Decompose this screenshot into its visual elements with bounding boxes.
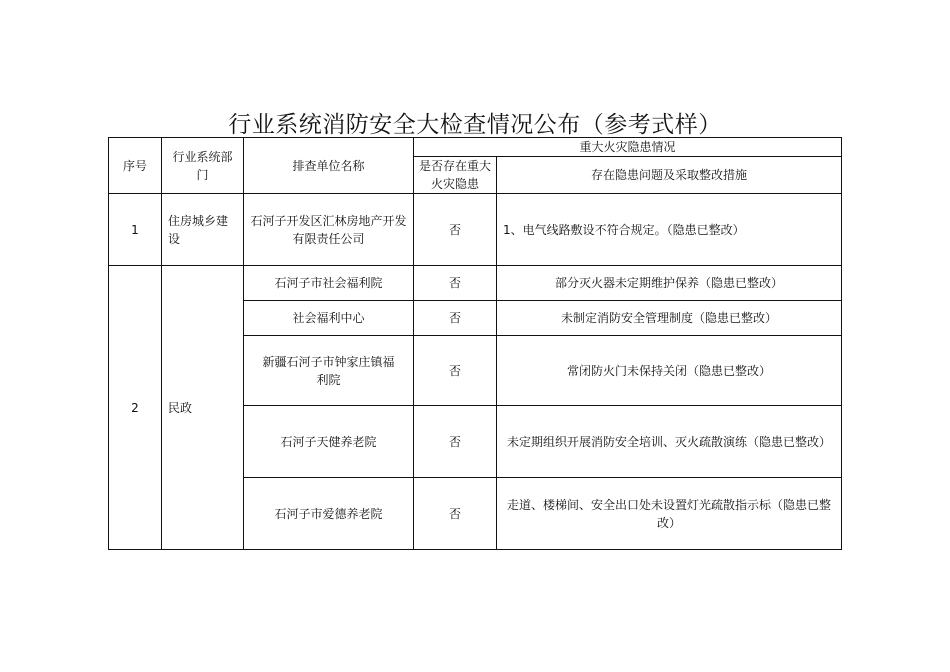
row-unit-name: 石河子开发区汇林房地产开发有限责任公司 xyxy=(244,194,414,266)
header-unit: 排查单位名称 xyxy=(244,138,414,194)
document-title: 行业系统消防安全大检查情况公布（参考式样） xyxy=(228,112,722,138)
header-hazard-group: 重大火灾隐患情况 xyxy=(414,138,842,157)
row-index: 2 xyxy=(109,266,162,550)
row-has-hazard: 否 xyxy=(414,301,497,336)
row-unit-name: 石河子天健养老院 xyxy=(244,406,414,478)
row-has-hazard: 否 xyxy=(414,336,497,406)
row-unit-name: 石河子市爱德养老院 xyxy=(244,478,414,550)
header-department: 行业系统部门 xyxy=(162,138,244,194)
row-index: 1 xyxy=(109,194,162,266)
row-issues: 走道、楼梯间、安全出口处未设置灯光疏散指示标（隐患已整改） xyxy=(497,478,842,550)
header-issues: 存在隐患问题及采取整改措施 xyxy=(497,157,842,194)
row-has-hazard: 否 xyxy=(414,194,497,266)
table-row xyxy=(109,194,842,266)
inspection-table xyxy=(108,137,842,550)
row-department: 民政 xyxy=(162,266,244,550)
header-has-hazard: 是否存在重大火灾隐患 xyxy=(414,157,497,194)
row-issues: 未制定消防安全管理制度（隐患已整改） xyxy=(497,301,842,336)
row-issues: 常闭防火门未保持关闭（隐患已整改） xyxy=(497,336,842,406)
row-has-hazard: 否 xyxy=(414,266,497,301)
row-unit-name: 新疆石河子市钟家庄镇福利院 xyxy=(244,336,414,406)
table-row xyxy=(109,266,842,301)
row-unit-name: 社会福利中心 xyxy=(244,301,414,336)
row-department: 住房城乡建设 xyxy=(162,194,244,266)
row-has-hazard: 否 xyxy=(414,478,497,550)
row-unit-name: 石河子市社会福利院 xyxy=(244,266,414,301)
header-index: 序号 xyxy=(109,138,162,194)
row-issues: 1、电气线路敷设不符合规定。（隐患已整改） xyxy=(497,194,842,266)
row-issues: 部分灭火器未定期维护保养（隐患已整改） xyxy=(497,266,842,301)
row-issues: 未定期组织开展消防安全培训、灭火疏散演练（隐患已整改） xyxy=(497,406,842,478)
row-has-hazard: 否 xyxy=(414,406,497,478)
